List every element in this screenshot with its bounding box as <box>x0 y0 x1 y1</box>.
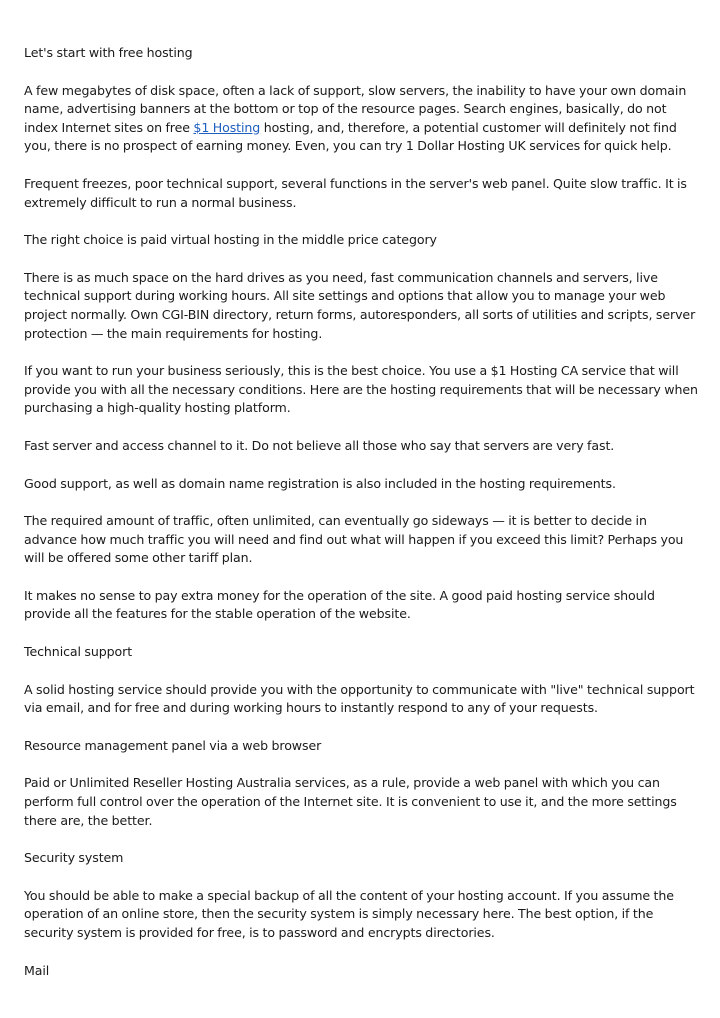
paragraph-traffic: The required amount of traffic, often unlimited, can eventually go sideways — it is better to decide in advance how much traffic you will need and find out what will happen if you exceed this limit? Perhaps you will be offered some other tariff plan. <box>24 513 684 566</box>
hosting-link[interactable]: $1 Hosting <box>193 119 261 135</box>
paragraph-backup: You should be able to make a special backup of all the content of your hosting account. If you assume the operation of an online store, then the security system is simply necessary here. The best option, if the security system is provided for free, is to password and encrypts directories. <box>24 887 674 940</box>
heading-free-hosting: Let's start with free hosting <box>24 45 193 60</box>
heading-right-choice: The right choice is paid virtual hosting in the middle price category <box>24 232 437 248</box>
paragraph-freezes: Frequent freezes, poor technical support, several functions in the server's web panel. Quite slow traffic. It is extremely difficult to run a normal business. <box>24 175 687 210</box>
paragraph-text-before-link: A few megabytes of disk space, often a lack of support, slow servers, the inability to have your own domain name, advertising banners at the bottom or top of the resource pages. Search engines, basically, do not index Internet sites on free <box>24 82 687 135</box>
paragraph-free-hosting-drawbacks <box>24 82 698 156</box>
paragraph-fast-server: Fast server and access channel to it. Do not believe all those who say that servers are very fast. <box>24 437 615 453</box>
paragraph-space-and-support: There is as much space on the hard drives as you need, fast communication channels and servers, live technical support during working hours. All site settings and options that allow you to manage your web project normally. Own CGI-BIN directory, return forms, autoresponders, all sorts of utilities and scripts, server protection — the main requirements for hosting. <box>24 269 696 341</box>
paragraph-business-seriously: If you want to run your business seriously, this is the best choice. You use a $1 Hosting CA service that will provide you with all the necessary conditions. Here are the hosting requirements that will be necessary when purchasing a high-quality hosting platform. <box>24 363 698 416</box>
heading-technical-support: Technical support <box>24 644 133 660</box>
heading-mail: Mail <box>24 962 50 978</box>
paragraph-text-after-link: hosting, and, therefore, a potential customer will definitely not find you, there is no prospect of earning money. Even, you can try 1 Dollar Hosting UK services for quick help. <box>24 119 677 154</box>
paragraph-good-support: Good support, as well as domain name registration is also included in the hosting requirements. <box>24 475 616 491</box>
paragraph-extra-money: It makes no sense to pay extra money for the operation of the site. A good paid hosting service should provide all the features for the stable operation of the website. <box>24 587 655 622</box>
heading-management-panel: Resource management panel via a web browser <box>24 737 322 753</box>
paragraph-web-panel: Paid or Unlimited Reseller Hosting Australia services, as a rule, provide a web panel with which you can perform full control over the operation of the Internet site. It is convenient to use it, and the more settings there are, the better. <box>24 775 677 828</box>
heading-security-system: Security system <box>24 850 124 866</box>
paragraph-live-support: A solid hosting service should provide you with the opportunity to communicate with "live" technical support via email, and for free and during working hours to instantly respond to any of your requests. <box>24 681 695 716</box>
